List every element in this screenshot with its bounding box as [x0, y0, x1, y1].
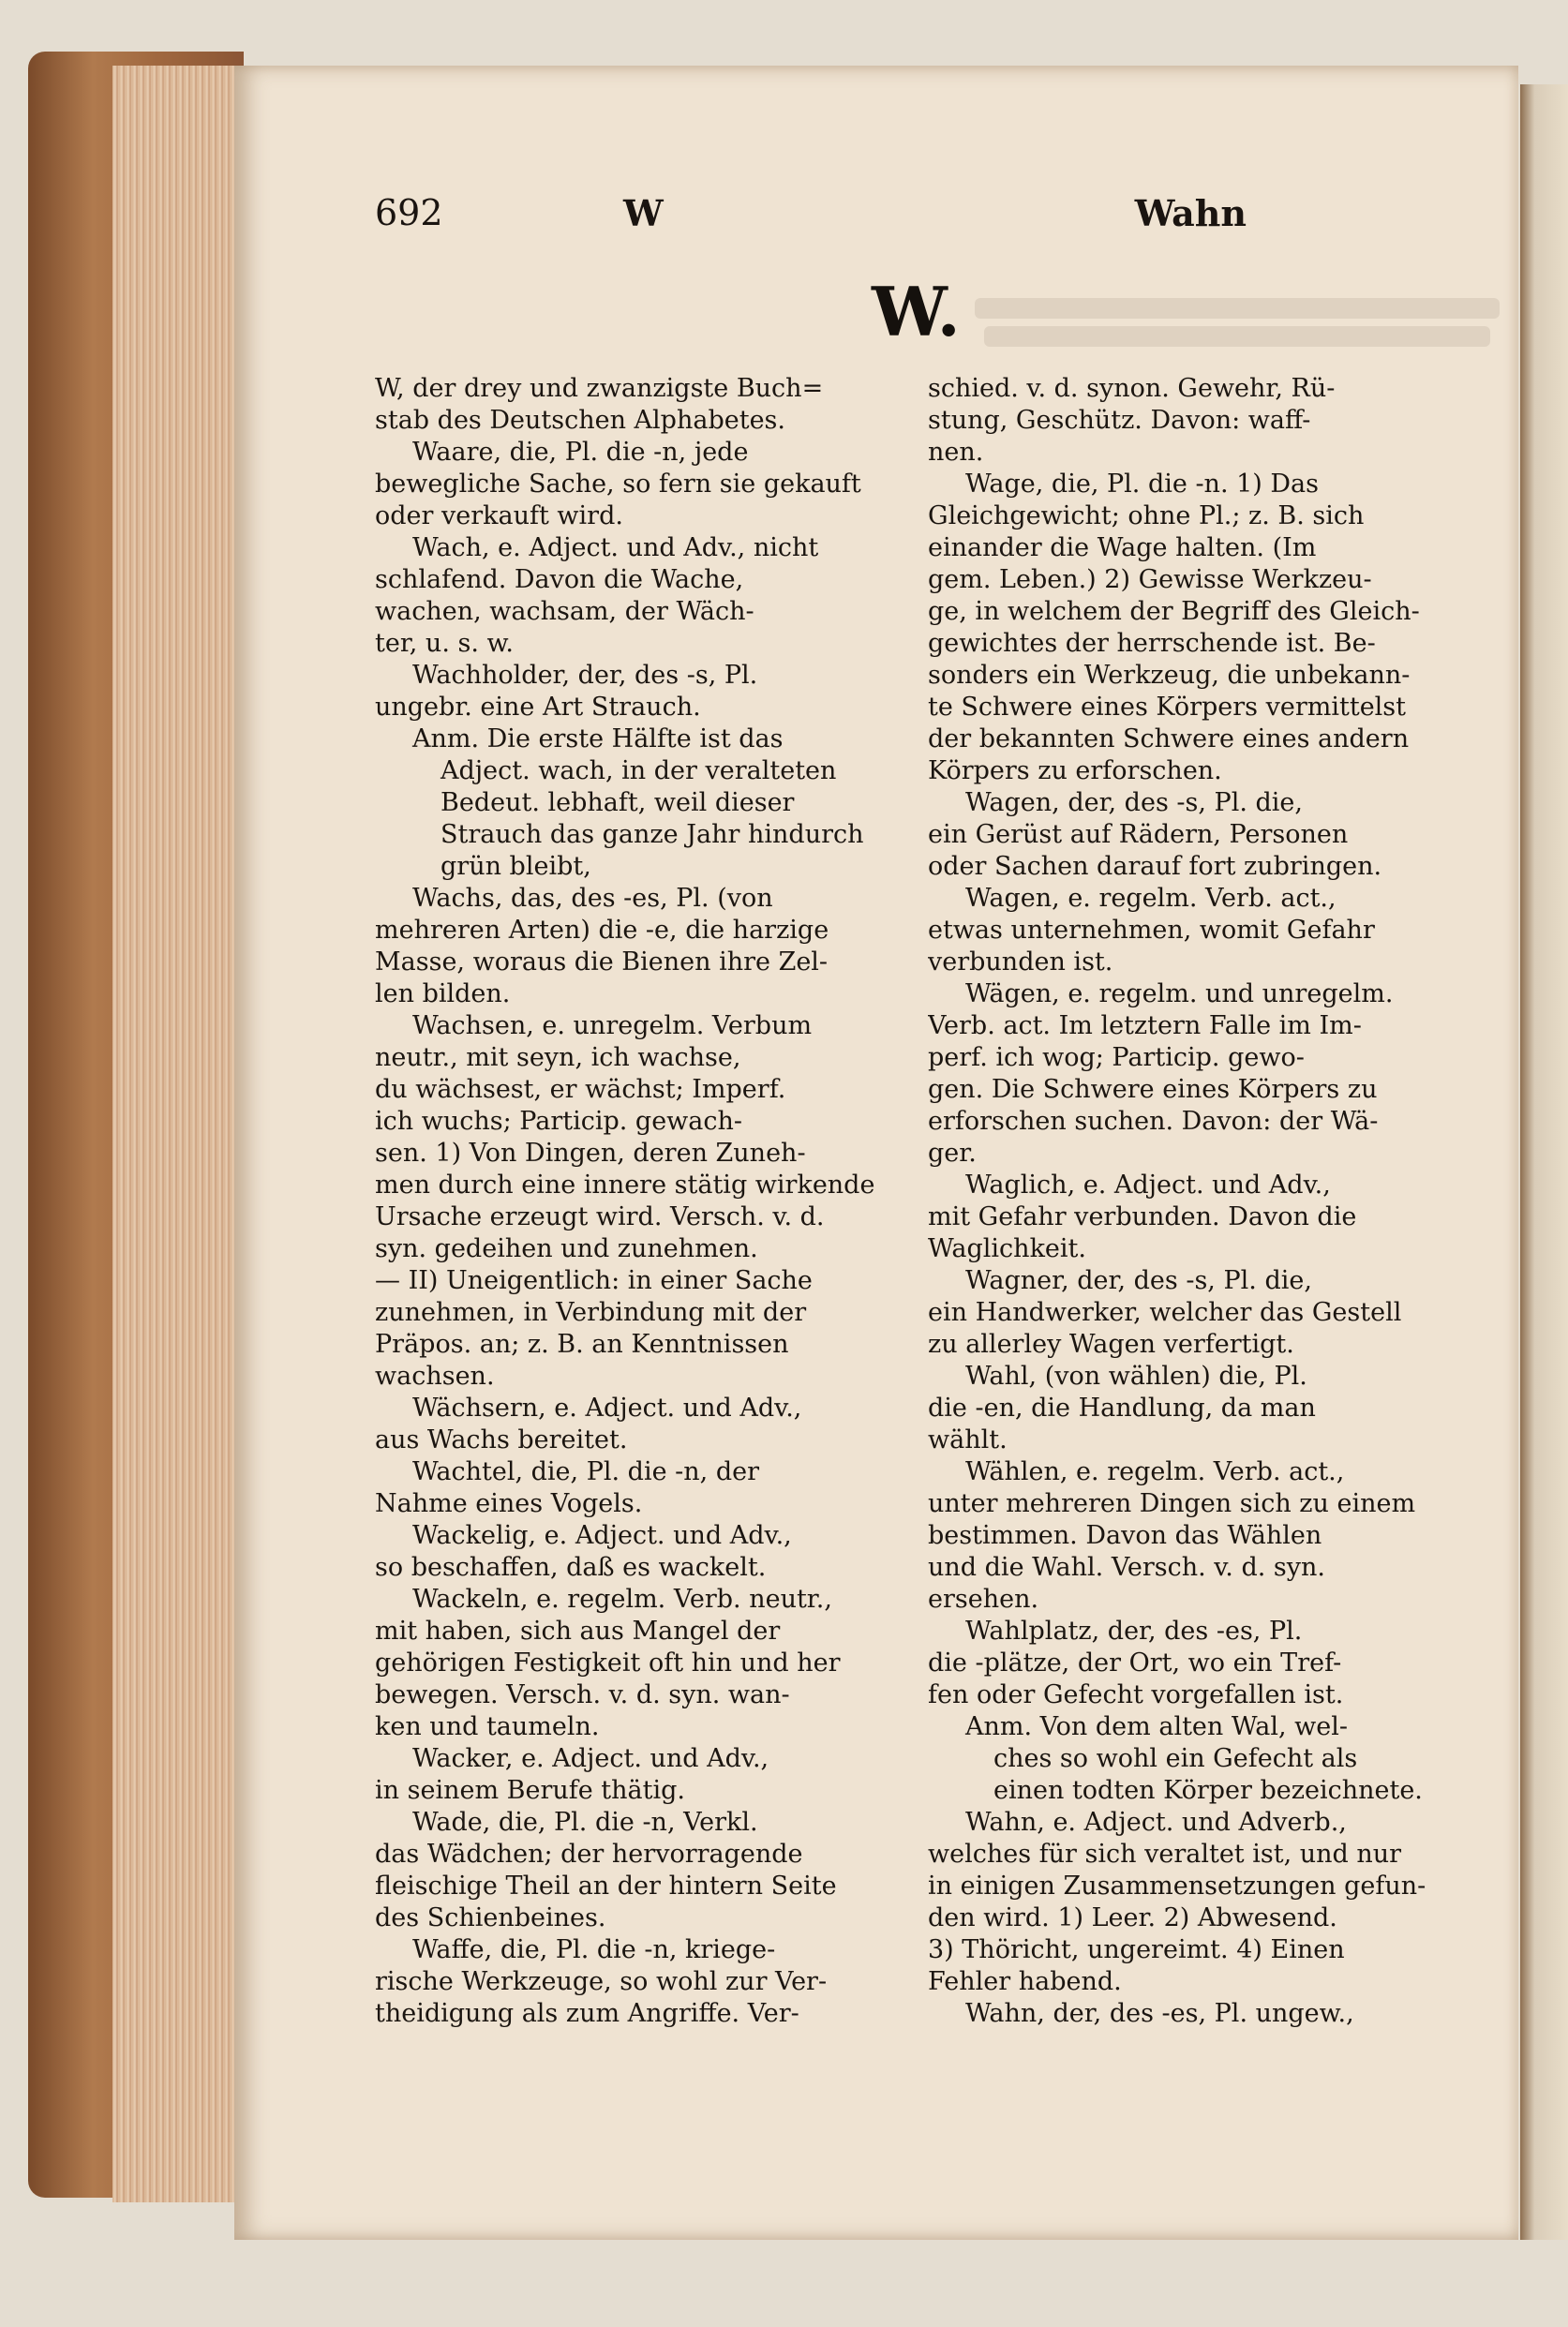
- show-through-text: [975, 298, 1500, 319]
- text-line: Anm. Von dem alten Wal, wel-: [965, 1712, 1349, 1741]
- text-line: ge, in welchem der Begriff des Gleich-: [928, 597, 1420, 626]
- text-line: stab des Deutschen Alphabetes.: [375, 406, 785, 435]
- text-line: oder verkauft wird.: [375, 501, 623, 530]
- text-line: nen.: [928, 438, 984, 467]
- text-line: ken und taumeln.: [375, 1712, 600, 1741]
- text-line: perf. ich wog; Particip. gewo-: [928, 1043, 1305, 1072]
- text-line: Wahlplatz, der, des -es, Pl.: [965, 1617, 1303, 1646]
- text-line: Wade, die, Pl. die -n, Verkl.: [412, 1808, 758, 1837]
- text-line: zunehmen, in Verbindung mit der: [375, 1298, 807, 1327]
- text-line: fleischige Theil an der hintern Seite: [375, 1872, 837, 1901]
- text-line: Nahme eines Vogels.: [375, 1489, 643, 1518]
- facing-page-edge: [1520, 84, 1568, 2240]
- text-line: — II) Uneigentlich: in einer Sache: [375, 1266, 813, 1295]
- text-line: rische Werkzeuge, so wohl zur Ver-: [375, 1967, 828, 1996]
- text-line: gem. Leben.) 2) Gewisse Werkzeu-: [928, 565, 1372, 594]
- text-line: welches für sich veraltet ist, und nur: [928, 1840, 1402, 1869]
- section-letter: W: [623, 192, 664, 234]
- text-line: Bedeut. lebhaft, weil dieser: [441, 788, 795, 817]
- text-line: Strauch das ganze Jahr hindurch: [441, 820, 864, 849]
- text-line: Präpos. an; z. B. an Kenntnissen: [375, 1330, 789, 1359]
- text-line: men durch eine innere stätig wirkende: [375, 1171, 875, 1200]
- text-line: Anm. Die erste Hälfte ist das: [412, 724, 784, 753]
- text-line: gehörigen Festigkeit oft hin und her: [375, 1648, 841, 1678]
- text-line: Wackelig, e. Adject. und Adv.,: [412, 1521, 792, 1550]
- text-line: die -plätze, der Ort, wo ein Tref-: [928, 1648, 1342, 1678]
- text-line: gewichtes der herrschende ist. Be-: [928, 629, 1376, 658]
- text-line: Waglich, e. Adject. und Adv.,: [965, 1171, 1331, 1200]
- left-column: [375, 373, 895, 2030]
- text-line: Fehler habend.: [928, 1967, 1122, 1996]
- text-line: neutr., mit seyn, ich wachse,: [375, 1043, 741, 1072]
- text-line: schied. v. d. synon. Gewehr, Rü-: [928, 374, 1336, 403]
- text-line: unter mehreren Dingen sich zu einem: [928, 1489, 1416, 1518]
- text-line: Wählen, e. regelm. Verb. act.,: [965, 1457, 1345, 1486]
- text-line: Verb. act. Im letztern Falle im Im-: [928, 1011, 1362, 1040]
- text-line: ter, u. s. w.: [375, 629, 514, 658]
- text-line: und die Wahl. Versch. v. d. syn.: [928, 1553, 1325, 1582]
- text-line: des Schienbeines.: [375, 1903, 606, 1932]
- text-line: so beschaffen, daß es wackelt.: [375, 1553, 767, 1582]
- text-line: Wahn, der, des -es, Pl. ungew.,: [965, 1999, 1354, 2028]
- text-line: erforschen suchen. Davon: der Wä-: [928, 1107, 1379, 1136]
- text-line: ungebr. eine Art Strauch.: [375, 693, 701, 722]
- text-line: ches so wohl ein Gefecht als: [993, 1744, 1358, 1773]
- text-line: Waffe, die, Pl. die -n, kriege-: [412, 1935, 776, 1964]
- text-line: Wägen, e. regelm. und unregelm.: [965, 979, 1394, 1008]
- text-line: Wahl, (von wählen) die, Pl.: [965, 1362, 1307, 1391]
- text-line: stung, Geschütz. Davon: waff-: [928, 406, 1311, 435]
- text-line: wachen, wachsam, der Wäch-: [375, 597, 754, 626]
- text-line: verbunden ist.: [928, 947, 1113, 977]
- text-line: sonders ein Werkzeug, die unbekann-: [928, 661, 1411, 690]
- text-line: bewegen. Versch. v. d. syn. wan-: [375, 1680, 790, 1709]
- text-line: Wagner, der, des -s, Pl. die,: [965, 1266, 1312, 1295]
- text-line: Körpers zu erforschen.: [928, 756, 1222, 785]
- page-number: 692: [375, 192, 443, 233]
- text-line: der bekannten Schwere eines andern: [928, 724, 1410, 753]
- text-line: etwas unternehmen, womit Gefahr: [928, 916, 1375, 945]
- page-header: [375, 192, 1247, 248]
- page-edges: [112, 66, 253, 2202]
- text-line: einen todten Körper bezeichnete.: [993, 1776, 1423, 1805]
- text-line: Gleichgewicht; ohne Pl.; z. B. sich: [928, 501, 1365, 530]
- text-line: Adject. wach, in der veralteten: [441, 756, 837, 785]
- text-line: ein Handwerker, welcher das Gestell: [928, 1298, 1402, 1327]
- text-line: das Wädchen; der hervorragende: [375, 1840, 803, 1869]
- text-line: ersehen.: [928, 1585, 1039, 1614]
- text-line: Wach, e. Adject. und Adv., nicht: [412, 533, 819, 562]
- text-line: Masse, woraus die Bienen ihre Zel-: [375, 947, 829, 977]
- show-through-text: [984, 326, 1490, 347]
- text-line: syn. gedeihen und zunehmen.: [375, 1234, 758, 1263]
- text-line: wählt.: [928, 1425, 1008, 1454]
- section-heading: W.: [872, 272, 961, 351]
- text-line: Wagen, der, des -s, Pl. die,: [965, 788, 1303, 817]
- text-line: Wachs, das, des -es, Pl. (von: [412, 884, 773, 913]
- text-line: len bilden.: [375, 979, 511, 1008]
- text-line: einander die Wage halten. (Im: [928, 533, 1317, 562]
- text-line: du wächsest, er wächst; Imperf.: [375, 1075, 786, 1104]
- text-line: den wird. 1) Leer. 2) Abwesend.: [928, 1903, 1337, 1932]
- text-line: Waare, die, Pl. die -n, jede: [412, 438, 749, 467]
- text-line: ger.: [928, 1139, 977, 1168]
- text-line: oder Sachen darauf fort zubringen.: [928, 852, 1382, 881]
- text-line: Wachholder, der, des -s, Pl.: [412, 661, 758, 690]
- text-line: fen oder Gefecht vorgefallen ist.: [928, 1680, 1344, 1709]
- text-line: ich wuchs; Particip. gewach-: [375, 1107, 743, 1136]
- text-line: Wachsen, e. unregelm. Verbum: [412, 1011, 813, 1040]
- text-line: Wächsern, e. Adject. und Adv.,: [412, 1394, 802, 1423]
- text-line: Wachtel, die, Pl. die -n, der: [412, 1457, 759, 1486]
- text-line: Wahn, e. Adject. und Adverb.,: [965, 1808, 1347, 1837]
- right-column: [928, 373, 1448, 2030]
- text-line: W, der drey und zwanzigste Buch=: [375, 374, 824, 403]
- text-line: wachsen.: [375, 1362, 495, 1391]
- text-line: zu allerley Wagen verfertigt.: [928, 1330, 1294, 1359]
- text-line: Wacker, e. Adject. und Adv.,: [412, 1744, 769, 1773]
- text-line: grün bleibt,: [441, 852, 591, 881]
- text-line: in einigen Zusammensetzungen gefun-: [928, 1872, 1426, 1901]
- text-line: Wage, die, Pl. die -n. 1) Das: [965, 470, 1320, 499]
- text-line: ein Gerüst auf Rädern, Personen: [928, 820, 1349, 849]
- text-line: aus Wachs bereitet.: [375, 1425, 628, 1454]
- text-line: Wackeln, e. regelm. Verb. neutr.,: [412, 1585, 832, 1614]
- text-line: sen. 1) Von Dingen, deren Zuneh-: [375, 1139, 806, 1168]
- text-line: 3) Thöricht, ungereimt. 4) Einen: [928, 1935, 1345, 1964]
- text-line: theidigung als zum Angriffe. Ver-: [375, 1999, 799, 2028]
- text-line: mehreren Arten) die -e, die harzige: [375, 916, 829, 945]
- text-line: gen. Die Schwere eines Körpers zu: [928, 1075, 1378, 1104]
- text-line: bewegliche Sache, so fern sie gekauft: [375, 470, 861, 499]
- text-line: Ursache erzeugt wird. Versch. v. d.: [375, 1202, 825, 1231]
- running-head: Wahn: [1134, 192, 1247, 234]
- text-line: in seinem Berufe thätig.: [375, 1776, 685, 1805]
- text-line: Wagen, e. regelm. Verb. act.,: [965, 884, 1337, 913]
- text-line: schlafend. Davon die Wache,: [375, 565, 744, 594]
- text-line: die -en, die Handlung, da man: [928, 1394, 1316, 1423]
- text-line: mit Gefahr verbunden. Davon die: [928, 1202, 1357, 1231]
- text-line: Waglichkeit.: [928, 1234, 1086, 1263]
- text-line: mit haben, sich aus Mangel der: [375, 1617, 781, 1646]
- text-line: bestimmen. Davon das Wählen: [928, 1521, 1322, 1550]
- text-line: te Schwere eines Körpers vermittelst: [928, 693, 1407, 722]
